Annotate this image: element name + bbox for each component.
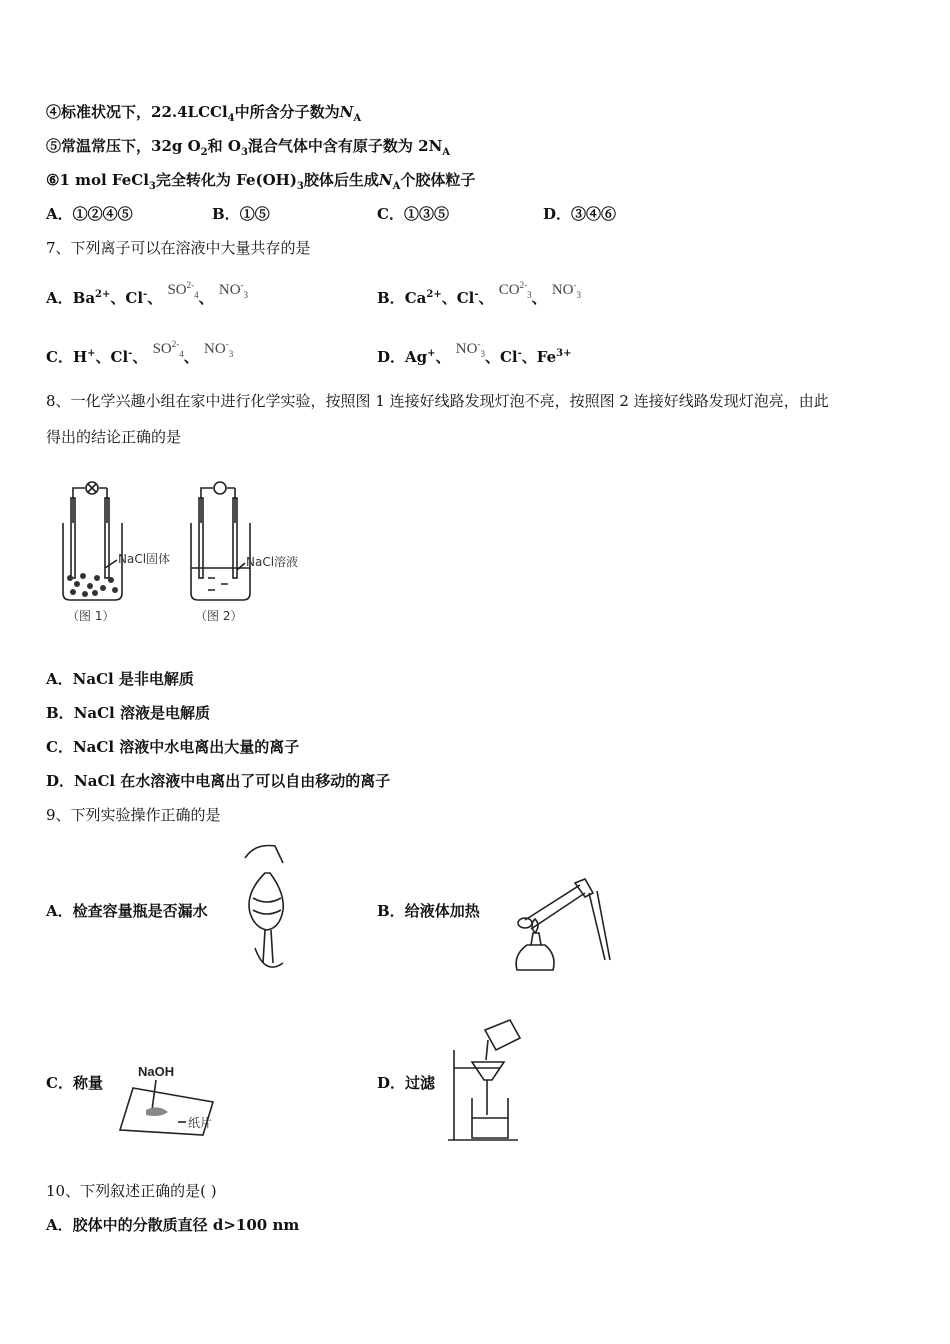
- nitrate-ion: $NO^-_3$: [218, 280, 249, 300]
- statement-5-mark: ⑤: [46, 137, 62, 155]
- svg-text:NaOH: NaOH: [138, 1064, 175, 1079]
- q7-stem: 7、下列离子可以在溶液中大量共存的是: [46, 239, 311, 257]
- q9-option-a[interactable]: A．检查容量瓶是否漏水: [46, 902, 208, 920]
- sulfate-ion: $SO^{2-}_4$: [152, 339, 184, 359]
- figure-1-apparatus: [63, 482, 170, 623]
- carbonate-ion: $CO^{2-}_3$: [498, 280, 532, 300]
- sulfate-ion: $SO^{2-}_4$: [167, 280, 199, 300]
- bulb-icon: [214, 482, 226, 494]
- statement-4: ④标准状况下，22.4LCCl$_4$中所含分子数为$N_A$: [46, 103, 362, 124]
- q6-option-a[interactable]: A．①②④⑤: [46, 205, 133, 223]
- q10-option-a[interactable]: A．胶体中的分散质直径 d>100 nm: [46, 1216, 300, 1234]
- statement-6: ⑥1 mol FeCl$_3$完全转化为 $Fe(OH)_3$胶体后生成$N_A$个胶体粒子: [46, 171, 476, 192]
- q7-option-b[interactable]: B．$Ca^{2+}$、Cl-、 $CO^{2-}_3$、 $NO^-_3$: [377, 284, 581, 314]
- q9-option-c[interactable]: C．称量: [46, 1074, 103, 1092]
- filtration-apparatus-icon: [440, 1000, 530, 1145]
- q9-stem: 9、下列实验操作正确的是: [46, 806, 221, 824]
- svg-text:（图 1）: （图 1）: [67, 609, 115, 623]
- figure-2-apparatus: [191, 482, 298, 623]
- svg-text:NaCl固体: NaCl固体: [118, 552, 171, 566]
- volumetric-flask-icon: [235, 838, 295, 978]
- nitrate-ion: $NO^-_3$: [551, 280, 582, 300]
- q8-stem-line1: 8、一化学兴趣小组在家中进行化学实验，按照图 1 连接好线路发现灯泡不亮，按照图 2 连接好线路发现灯泡亮，由此: [46, 392, 829, 410]
- svg-text:NaCl溶液: NaCl溶液: [246, 555, 299, 569]
- q8-option-c[interactable]: C．NaCl 溶液中水电离出大量的离子: [46, 738, 300, 756]
- q9-option-d[interactable]: D．过滤: [377, 1074, 436, 1092]
- statement-6-mark: ⑥: [46, 171, 60, 189]
- q8-stem-line2: 得出的结论正确的是: [46, 428, 182, 446]
- q8-option-b[interactable]: B．NaCl 溶液是电解质: [46, 704, 210, 722]
- q10-stem: 10、下列叙述正确的是( ): [46, 1182, 217, 1200]
- statement-4-mark: ④: [46, 103, 62, 121]
- q7-option-c[interactable]: C．H+、Cl-、 $SO^{2-}_4$、 $NO^-_3$: [46, 343, 233, 373]
- q6-option-c[interactable]: C．①③⑤: [377, 205, 449, 223]
- svg-text:（图 2）: （图 2）: [195, 609, 243, 623]
- svg-text:纸片: 纸片: [188, 1116, 213, 1130]
- q7-option-d[interactable]: D．Ag+、 $NO^-_3$、Cl-、$Fe^{3+}$: [377, 343, 571, 373]
- conductivity-figure: [55, 478, 315, 628]
- nitrate-ion: $NO^-_3$: [204, 339, 234, 359]
- statement-5: ⑤常温常压下，32g $O_2$和 $O_3$混合气体中含有原子数为 $2N_A$: [46, 137, 451, 158]
- q9-option-b[interactable]: B．给液体加热: [377, 902, 480, 920]
- q7-option-a[interactable]: A．$Ba^{2+}$、Cl-、 $SO^{2-}_4$、 $NO^-_3$: [46, 284, 248, 314]
- q8-option-d[interactable]: D．NaCl 在水溶液中电离出了可以自由移动的离子: [46, 772, 391, 790]
- q8-option-a[interactable]: A．NaCl 是非电解质: [46, 670, 194, 688]
- q6-option-b[interactable]: B．①⑤: [212, 205, 270, 223]
- q6-option-d[interactable]: D．③④⑥: [543, 205, 617, 223]
- nitrate-ion: $NO^-_3$: [455, 339, 485, 359]
- heating-test-tube-icon: [505, 875, 615, 975]
- weighing-paper-icon: [118, 1060, 228, 1140]
